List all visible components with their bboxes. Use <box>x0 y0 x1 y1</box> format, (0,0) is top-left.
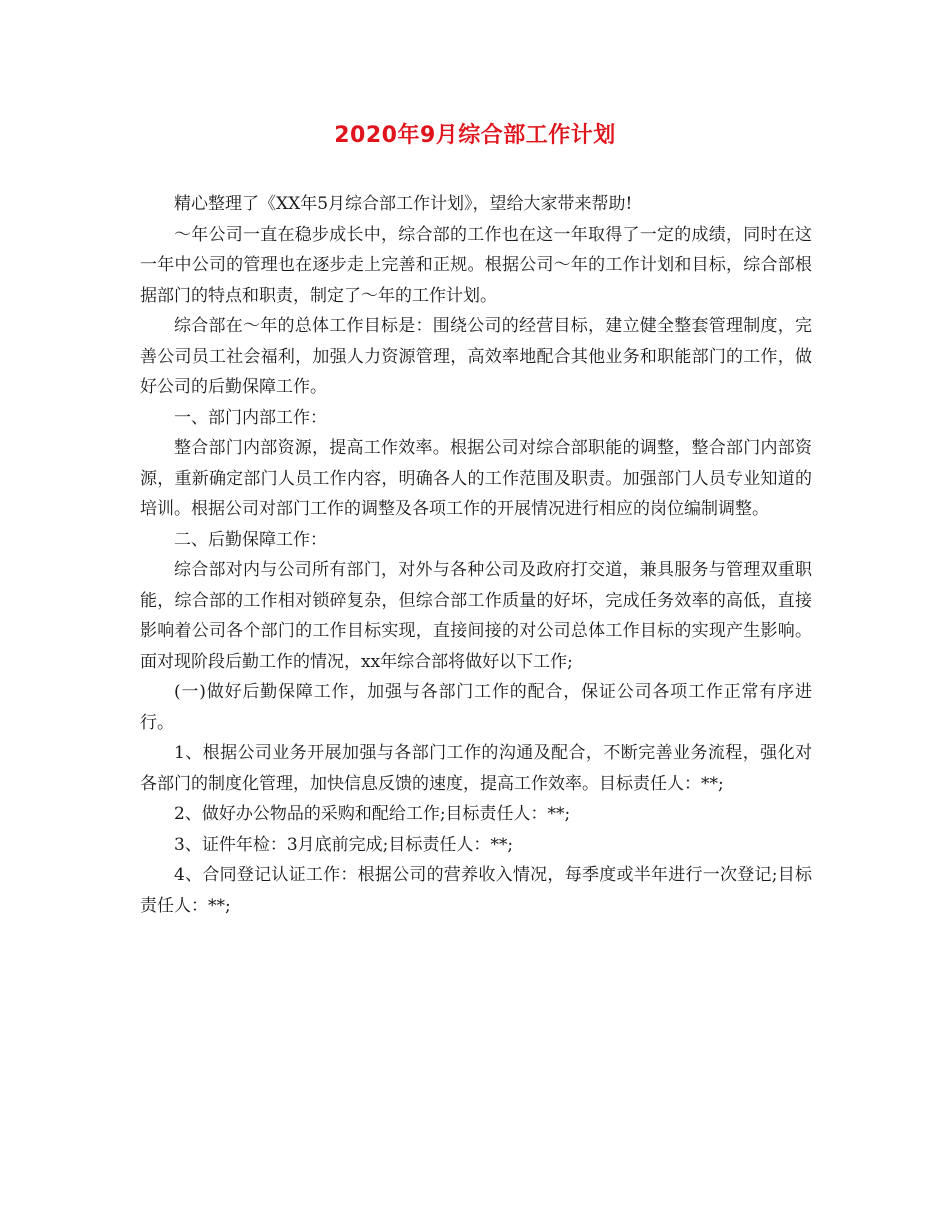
list-item-3: 3、证件年检：3月底前完成;目标责任人：**; <box>174 834 514 855</box>
list-item-1: 1、根据公司业务开展加强与各部门工作的沟通及配合，不断完善业务流程，强化对各部门的制度化管理，加快信息反馈的速度，提高工作效率。目标责任人：**; <box>140 743 812 794</box>
list-item-2: 2、做好办公物品的采购和配给工作;目标责任人：**; <box>174 804 571 824</box>
section-heading-logistics: 二、后勤保障工作： <box>174 529 327 550</box>
paragraph-overview: ～年公司一直在稳步成长中，综合部的工作也在这一年取得了一定的成绩，同时在这一年中公司的管理也在逐步走上完善和正规。根据公司～年的工作计划和目标，综合部根据部门的特点和职责，制定了～年的工作计划。 <box>140 224 812 306</box>
paragraph-internal: 整合部门内部资源，提高工作效率。根据公司对综合部职能的调整，整合部门内部资源，重新确定部门人员工作内容，明确各人的工作范围及职责。加强部门人员专业知道的培训。根据公司对部门工作的调整及各项工作的开展情况进行相应的岗位编制调整。 <box>140 438 812 519</box>
list-item-4: 4、合同登记认证工作：根据公司的营养收入情况，每季度或半年进行一次登记;目标责任人：**; <box>140 865 812 916</box>
subsection-heading-1: (一)做好后勤保障工作，加强与各部门工作的配合，保证公司各项工作正常有序进行。 <box>140 682 812 733</box>
document-title: 2020年9月综合部工作计划 <box>334 123 616 148</box>
section-heading-internal: 一、部门内部工作： <box>174 407 327 428</box>
paragraph-logistics: 综合部对内与公司所有部门，对外与各种公司及政府打交道，兼具服务与管理双重职能，综合部的工作相对锁碎复杂，但综合部工作质量的好坏，完成任务效率的高低，直接影响着公司各个部门的工作目标实现，直接间接的对公司总体工作目标的实现产生影响。面对现阶段后勤工作的情况，xx年综合部将做好以下工作; <box>140 560 812 672</box>
document-body <box>140 189 812 921</box>
paragraph-intro: 精心整理了《XX年5月综合部工作计划》，望给大家带来帮助! <box>174 194 633 214</box>
paragraph-goal: 综合部在～年的总体工作目标是：围绕公司的经营目标，建立健全整套管理制度，完善公司员工社会福利，加强人力资源管理，高效率地配合其他业务和职能部门的工作，做好公司的后勤保障工作。 <box>140 316 812 397</box>
